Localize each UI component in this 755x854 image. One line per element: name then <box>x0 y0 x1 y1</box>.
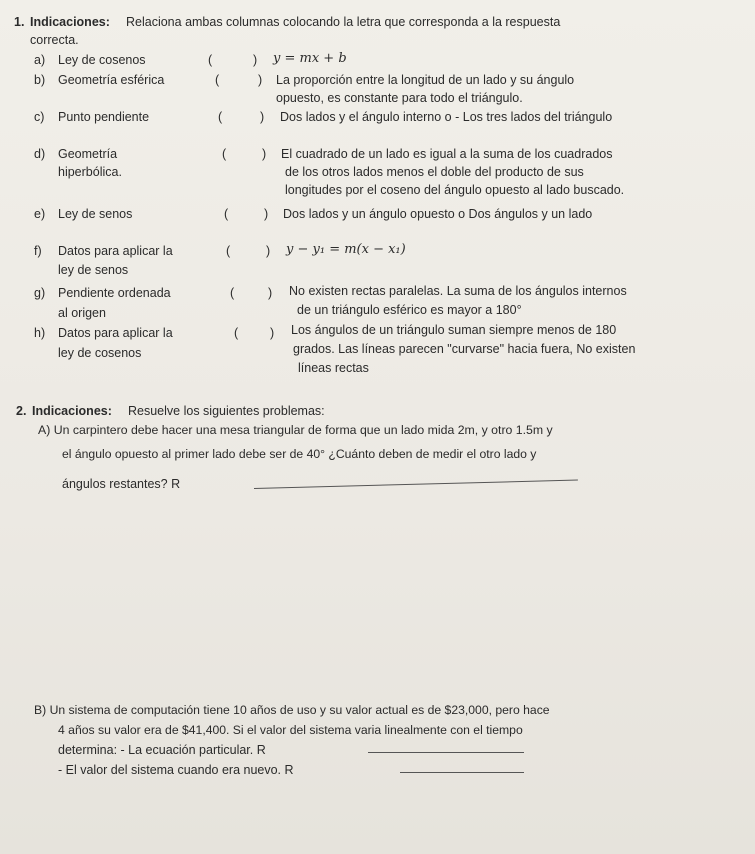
section2-instruction: Resuelve los siguientes problemas: <box>128 404 325 418</box>
problem-b-line2: 4 años su valor era de $41,400. Si el valor del sistema varia linealmente con el tiempo <box>58 723 523 737</box>
problem-b-line1: B) Un sistema de computación tiene 10 años de uso y su valor actual es de $23,000, pero hace <box>34 703 550 717</box>
right-8a: Los ángulos de un triángulo suman siempre menos de 180 <box>291 323 617 337</box>
item-f-text2: ley de senos <box>58 263 129 277</box>
answer-paren-open-3: ( <box>218 110 223 124</box>
problem-a-line3: ángulos restantes? R <box>62 477 181 491</box>
right-3: Dos lados y el ángulo interno o - Los tres lados del triángulo <box>280 110 613 124</box>
item-e-letter: e) <box>34 207 46 221</box>
problem-b-line3: determina: - La ecuación particular. R <box>58 743 266 757</box>
answer-paren-close-1: ) <box>253 53 258 67</box>
right-8c: líneas rectas <box>298 361 369 375</box>
section2-heading: Indicaciones: <box>32 404 112 418</box>
right-6: y − y₁ = m(x − x₁) <box>286 242 406 257</box>
answer-paren-close-7: ) <box>268 286 273 300</box>
item-d-text2: hiperbólica. <box>58 165 122 179</box>
right-2a: La proporción entre la longitud de un lado y su ángulo <box>276 73 575 87</box>
section1-instruction: Relaciona ambas columnas colocando la letra que corresponda a la respuesta <box>126 15 561 29</box>
right-1: y = mx + b <box>273 51 347 66</box>
item-h-text: Datos para aplicar la <box>58 326 173 340</box>
section2-number: 2. <box>16 404 27 418</box>
problem-a-line1: A) Un carpintero debe hacer una mesa triangular de forma que un lado mida 2m, y otro 1.5m y <box>38 423 553 437</box>
right-2b: opuesto, es constante para todo el triángulo. <box>276 91 523 105</box>
right-4a: El cuadrado de un lado es igual a la suma de los cuadrados <box>281 147 613 161</box>
answer-paren-close-8: ) <box>270 326 275 340</box>
item-h-text2: ley de cosenos <box>58 346 142 360</box>
item-a-letter: a) <box>34 53 46 67</box>
item-f-letter: f) <box>34 244 42 258</box>
right-5: Dos lados y un ángulo opuesto o Dos ángulos y un lado <box>283 207 593 221</box>
item-d-letter: d) <box>34 147 46 161</box>
item-d-text: Geometría <box>58 147 118 161</box>
answer-paren-open-8: ( <box>234 326 239 340</box>
answer-paren-open-4: ( <box>222 147 227 161</box>
right-4b: de los otros lados menos el doble del producto de sus <box>285 165 584 179</box>
section1-heading: Indicaciones: <box>30 15 110 29</box>
answer-paren-close-3: ) <box>260 110 265 124</box>
item-b-text: Geometría esférica <box>58 73 165 87</box>
answer-paren-open-6: ( <box>226 244 231 258</box>
answer-paren-close-2: ) <box>258 73 263 87</box>
item-e-text: Ley de senos <box>58 207 133 221</box>
right-4c: longitudes por el coseno del ángulo opuesto al lado buscado. <box>285 183 625 197</box>
answer-line-b2[interactable] <box>400 772 524 773</box>
problem-a-line2: el ángulo opuesto al primer lado debe ser de 40° ¿Cuánto deben de medir el otro lado y <box>62 447 537 461</box>
answer-paren-open-1: ( <box>208 53 213 67</box>
item-h-letter: h) <box>34 326 46 340</box>
answer-paren-open-7: ( <box>230 286 235 300</box>
item-g-text2: al origen <box>58 306 106 320</box>
item-g-text: Pendiente ordenada <box>58 286 171 300</box>
right-7a: No existen rectas paralelas. La suma de los ángulos internos <box>289 284 627 298</box>
answer-paren-close-5: ) <box>264 207 269 221</box>
item-f-text: Datos para aplicar la <box>58 244 173 258</box>
section1-number: 1. <box>14 15 25 29</box>
answer-line-a[interactable] <box>254 480 578 489</box>
problem-b-line4: - El valor del sistema cuando era nuevo. R <box>58 763 294 777</box>
section1-instruction-cont: correcta. <box>30 33 79 47</box>
item-c-text: Punto pendiente <box>58 110 150 124</box>
item-g-letter: g) <box>34 286 46 300</box>
answer-paren-close-6: ) <box>266 244 271 258</box>
item-a-text: Ley de cosenos <box>58 53 146 67</box>
answer-line-b1[interactable] <box>368 752 524 753</box>
answer-paren-open-2: ( <box>215 73 220 87</box>
answer-paren-close-4: ) <box>262 147 267 161</box>
right-7b: de un triángulo esférico es mayor a 180° <box>297 303 522 317</box>
item-b-letter: b) <box>34 73 46 87</box>
answer-paren-open-5: ( <box>224 207 229 221</box>
item-c-letter: c) <box>34 110 45 124</box>
right-8b: grados. Las líneas parecen "curvarse" hacia fuera, No existen <box>293 342 636 356</box>
